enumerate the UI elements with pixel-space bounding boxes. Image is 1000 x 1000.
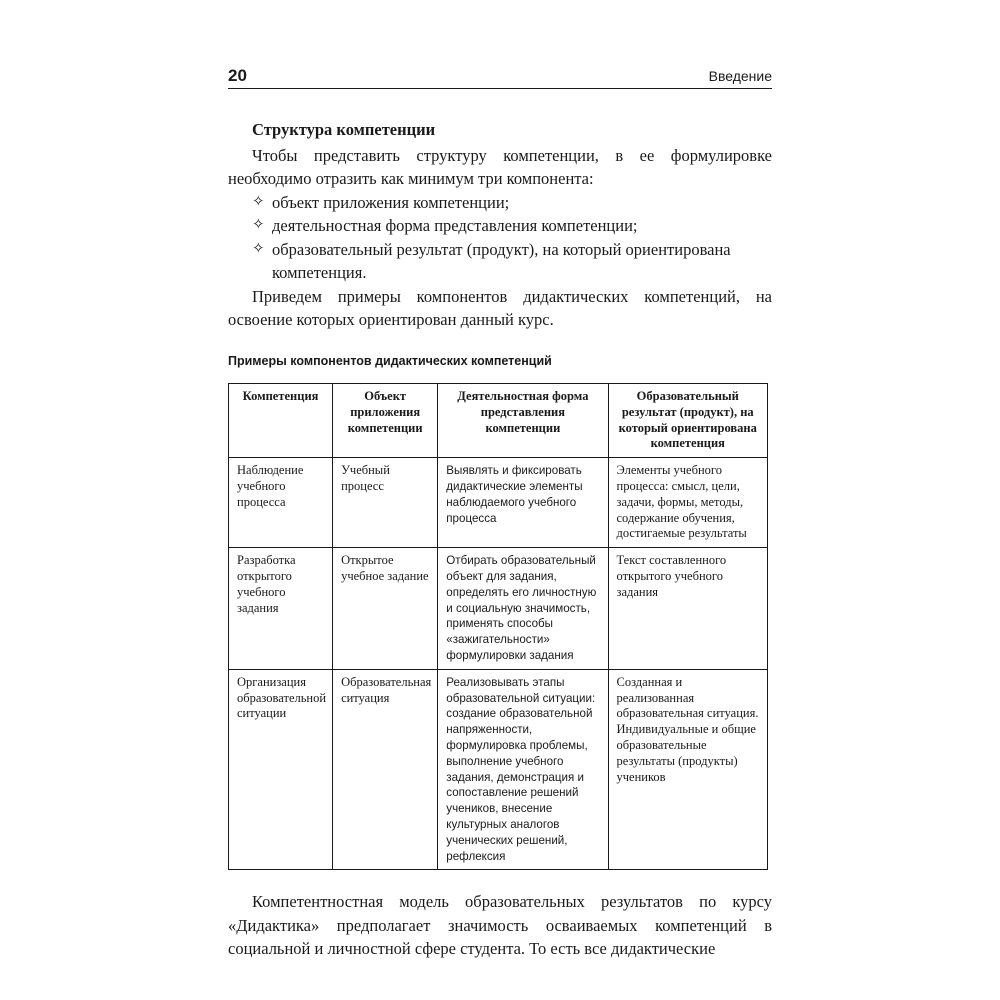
table-cell: Реализовывать этапы образовательной ситуации: создание образовательной напряженности, формулировка проблемы, выполнение учебного задания, демонстрация и сопоставление решений учеников, внесение культурных аналогов ученических решений, рефлексия <box>438 669 608 870</box>
table-row <box>229 458 768 548</box>
table-cell: Отбирать образовательный объект для задания, определять его личностную и социальную значимость, применять способы «зажигательности» формулировки задания <box>438 548 608 670</box>
table-cell: Текст составленного открытого учебного задания <box>608 548 768 670</box>
column-header: Объект приложения компетенции <box>333 384 438 458</box>
list-item-text: деятельностная форма представления компетенции; <box>272 216 638 235</box>
diamond-star-icon: ✧ <box>252 193 265 210</box>
list-item-text: объект приложения компетенции; <box>272 192 510 212</box>
diamond-star-icon: ✧ <box>252 217 265 233</box>
diamond-star-icon: ✧ <box>252 240 265 257</box>
header-rule <box>228 88 772 89</box>
table-header-row <box>229 384 768 458</box>
intro-paragraph: Чтобы представить структуру компетенции, в ее формулировке необходимо отразить как минимум три компонента: <box>228 145 772 188</box>
table-cell: Наблюдение учебного процесса <box>229 458 333 548</box>
table-cell: Элементы учебного процесса: смысл, цели, задачи, формы, методы, содержание обучения, достигаемые результаты <box>608 458 768 548</box>
table-cell: Учебный процесс <box>333 458 438 548</box>
closing-paragraph: Компетентностная модель образовательных результатов по курсу «Дидактика» предполагает значимость осваиваемых компетенций в социальной и личностной сфере студента. То есть все дидактические <box>228 892 772 959</box>
table-cell: Созданная и реализованная образовательная ситуация. Индивидуальные и общие образовательные результаты (продукты) учеников <box>608 669 768 870</box>
section-heading: Структура компетенции <box>252 120 436 139</box>
table-cell: Образовательная ситуация <box>333 669 438 870</box>
column-header: Компетенция <box>229 384 333 458</box>
lead-paragraph: Приведем примеры компонентов дидактических компетенций, на освоение которых ориентирован данный курс. <box>228 286 772 329</box>
list-item-text: образовательный результат (продукт), на который ориентирована компетенция. <box>272 239 731 282</box>
table-caption: Примеры компонентов дидактических компетенций <box>228 353 552 368</box>
competence-table <box>228 383 768 870</box>
table-row <box>229 548 768 670</box>
page-number: 20 <box>228 66 247 85</box>
component-list <box>228 191 772 285</box>
column-header: Образовательный результат (продукт), на который ориентирована компетенция <box>608 384 768 458</box>
column-header: Деятельностная форма представления компетенции <box>438 384 608 458</box>
list-item <box>228 191 772 215</box>
list-item <box>228 214 772 238</box>
list-item <box>228 238 772 285</box>
table-row <box>229 669 768 870</box>
table-cell: Разработка открытого учебного задания <box>229 548 333 670</box>
table-cell: Выявлять и фиксировать дидактические элементы наблюдаемого учебного процесса <box>438 458 608 548</box>
table-cell: Организация образовательной ситуации <box>229 669 333 870</box>
page-body <box>228 118 772 961</box>
table-cell: Открытое учебное задание <box>333 548 438 670</box>
running-title: Введение <box>708 68 772 84</box>
